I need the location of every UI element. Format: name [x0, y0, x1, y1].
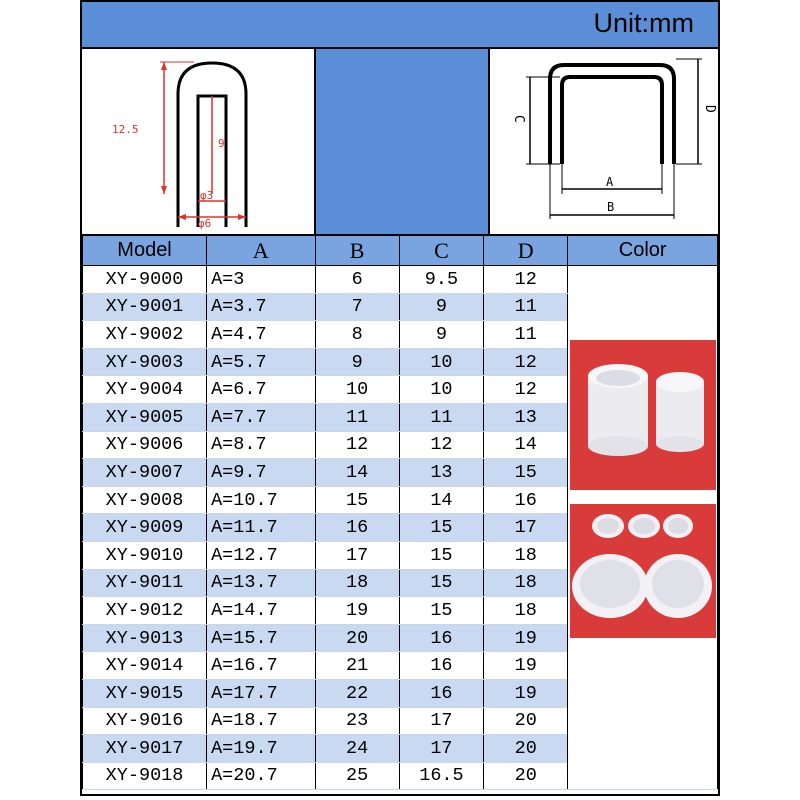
cell-model: XY-9008 — [83, 486, 207, 514]
cell-model: XY-9001 — [83, 293, 207, 321]
table-header-row — [83, 236, 718, 266]
cell-c: 15 — [399, 541, 483, 569]
cell-a: A=13.7 — [207, 569, 315, 597]
cell-model: XY-9015 — [83, 679, 207, 707]
cell-c: 16 — [399, 652, 483, 680]
white-caps-set-photo — [570, 504, 716, 638]
cell-model: XY-9014 — [83, 652, 207, 680]
cell-b: 25 — [315, 762, 399, 790]
cell-b: 21 — [315, 652, 399, 680]
cell-b: 16 — [315, 514, 399, 542]
cell-b: 23 — [315, 707, 399, 735]
cell-a: A=18.7 — [207, 707, 315, 735]
cell-b: 14 — [315, 459, 399, 487]
height-label: 12.5 — [112, 123, 139, 136]
unit-label: Unit:mm — [593, 8, 694, 38]
cell-model: XY-9013 — [83, 624, 207, 652]
cell-d: 18 — [484, 597, 568, 625]
cell-b: 6 — [315, 266, 399, 294]
cell-b: 8 — [315, 321, 399, 349]
cell-d: 19 — [484, 652, 568, 680]
spec-table — [82, 235, 718, 790]
cap-dimension-diagram — [490, 49, 718, 234]
cell-a: A=3 — [207, 266, 315, 294]
cell-model: XY-9002 — [83, 321, 207, 349]
cell-d: 13 — [484, 403, 568, 431]
cell-b: 7 — [315, 293, 399, 321]
cell-model: XY-9016 — [83, 707, 207, 735]
cell-model: XY-9011 — [83, 569, 207, 597]
cell-model: XY-9009 — [83, 514, 207, 542]
cell-d: 12 — [484, 348, 568, 376]
cell-b: 22 — [315, 679, 399, 707]
cell-a: A=7.7 — [207, 403, 315, 431]
cell-a: A=19.7 — [207, 735, 315, 763]
cell-d: 14 — [484, 431, 568, 459]
dim-d-label: D — [702, 105, 717, 113]
cell-a: A=4.7 — [207, 321, 315, 349]
cell-d: 18 — [484, 541, 568, 569]
cell-model: XY-9004 — [83, 376, 207, 404]
diagram-row — [82, 49, 718, 236]
cell-model: XY-9000 — [83, 266, 207, 294]
spec-sheet — [80, 0, 720, 796]
inner-depth-label: 9 — [218, 137, 225, 150]
col-header-c: C — [399, 236, 483, 266]
cell-model: XY-9018 — [83, 762, 207, 790]
cell-d: 17 — [484, 514, 568, 542]
cell-a: A=10.7 — [207, 486, 315, 514]
col-header-color: Color — [568, 236, 718, 266]
color-photo-cell — [568, 266, 718, 790]
table-row — [83, 266, 718, 294]
cell-d: 20 — [484, 762, 568, 790]
cell-c: 15 — [399, 597, 483, 625]
cell-d: 11 — [484, 321, 568, 349]
cap-cross-section-diagram — [82, 49, 316, 234]
cell-c: 11 — [399, 403, 483, 431]
dim-a-label: A — [606, 175, 614, 189]
cell-model: XY-9006 — [83, 431, 207, 459]
cell-b: 20 — [315, 624, 399, 652]
cell-c: 9.5 — [399, 266, 483, 294]
cell-d: 11 — [484, 293, 568, 321]
cell-c: 9 — [399, 293, 483, 321]
cell-a: A=20.7 — [207, 762, 315, 790]
cell-a: A=15.7 — [207, 624, 315, 652]
cell-a: A=3.7 — [207, 293, 315, 321]
inner-diameter-label: φ3 — [200, 189, 214, 202]
cell-c: 15 — [399, 514, 483, 542]
cell-b: 19 — [315, 597, 399, 625]
cell-d: 12 — [484, 376, 568, 404]
cell-a: A=6.7 — [207, 376, 315, 404]
blank-blue-cell — [316, 49, 490, 234]
cell-a: A=5.7 — [207, 348, 315, 376]
col-header-d: D — [484, 236, 568, 266]
unit-header — [82, 2, 718, 49]
cell-b: 10 — [315, 376, 399, 404]
cell-b: 18 — [315, 569, 399, 597]
cell-c: 16.5 — [399, 762, 483, 790]
cell-a: A=16.7 — [207, 652, 315, 680]
outer-diameter-label: φ6 — [198, 217, 212, 230]
cell-d: 15 — [484, 459, 568, 487]
cell-c: 16 — [399, 679, 483, 707]
dim-c-label: C — [511, 115, 526, 123]
dim-b-label: B — [607, 200, 615, 214]
cell-c: 9 — [399, 321, 483, 349]
cell-model: XY-9003 — [83, 348, 207, 376]
cell-a: A=17.7 — [207, 679, 315, 707]
col-header-b: B — [315, 236, 399, 266]
cell-a: A=9.7 — [207, 459, 315, 487]
cell-d: 19 — [484, 624, 568, 652]
cell-c: 17 — [399, 707, 483, 735]
cell-c: 10 — [399, 348, 483, 376]
cell-b: 12 — [315, 431, 399, 459]
white-caps-photo — [570, 340, 716, 490]
cell-d: 20 — [484, 735, 568, 763]
cell-b: 9 — [315, 348, 399, 376]
cell-c: 10 — [399, 376, 483, 404]
cell-c: 14 — [399, 486, 483, 514]
cell-c: 13 — [399, 459, 483, 487]
cell-b: 24 — [315, 735, 399, 763]
cell-b: 15 — [315, 486, 399, 514]
cell-b: 17 — [315, 541, 399, 569]
cell-a: A=11.7 — [207, 514, 315, 542]
cell-model: XY-9007 — [83, 459, 207, 487]
cell-model: XY-9010 — [83, 541, 207, 569]
cell-d: 20 — [484, 707, 568, 735]
cell-c: 12 — [399, 431, 483, 459]
cell-model: XY-9017 — [83, 735, 207, 763]
col-header-model: Model — [83, 236, 207, 266]
cell-model: XY-9012 — [83, 597, 207, 625]
cell-c: 16 — [399, 624, 483, 652]
cell-a: A=14.7 — [207, 597, 315, 625]
cell-model: XY-9005 — [83, 403, 207, 431]
cell-d: 16 — [484, 486, 568, 514]
cell-c: 15 — [399, 569, 483, 597]
col-header-a: A — [207, 236, 315, 266]
cell-c: 17 — [399, 735, 483, 763]
cell-b: 11 — [315, 403, 399, 431]
cell-d: 12 — [484, 266, 568, 294]
cell-a: A=12.7 — [207, 541, 315, 569]
cell-d: 19 — [484, 679, 568, 707]
cell-a: A=8.7 — [207, 431, 315, 459]
cell-d: 18 — [484, 569, 568, 597]
